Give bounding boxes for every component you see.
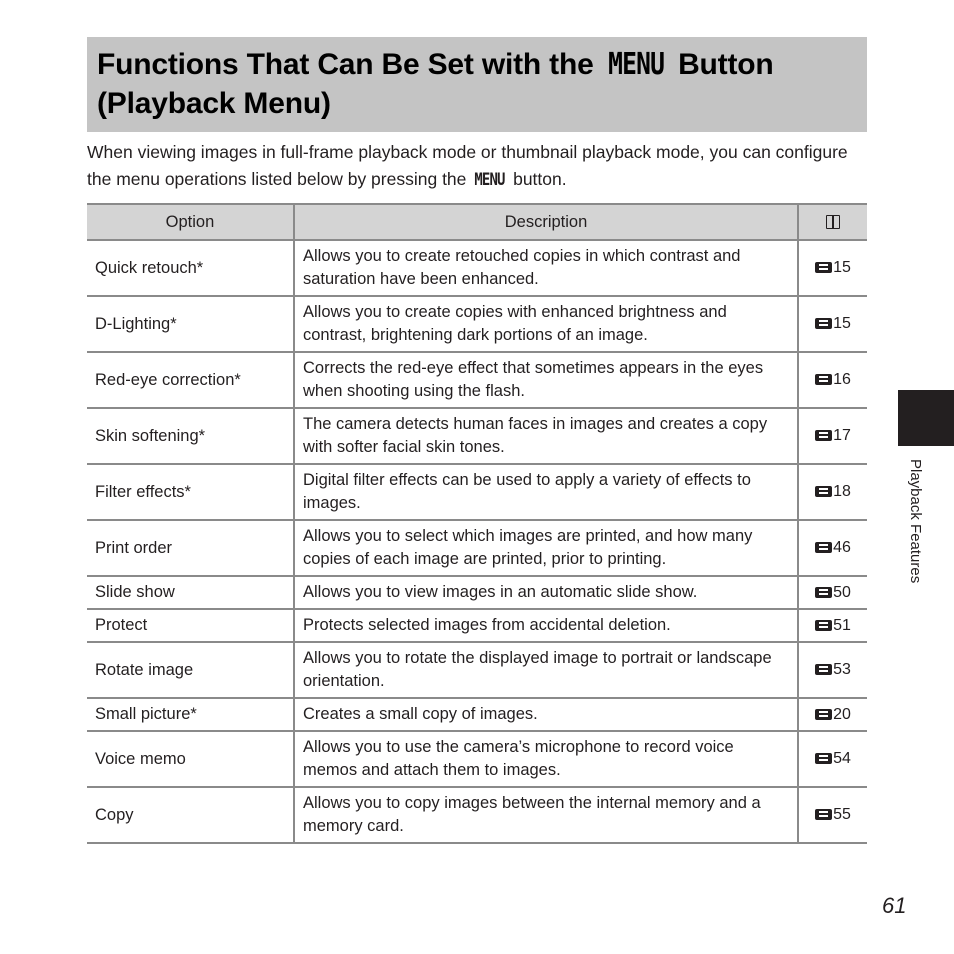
reference-cell xyxy=(798,408,867,464)
reference-cell xyxy=(798,464,867,520)
table-row xyxy=(87,698,867,731)
reference-page: 46 xyxy=(833,539,851,556)
intro-text-after: button. xyxy=(508,169,567,189)
description-cell: Allows you to rotate the displayed image to portrait or landscape orientation. xyxy=(294,642,798,698)
reference-section-icon xyxy=(815,753,832,764)
reference-cell xyxy=(798,240,867,296)
description-cell: Corrects the red-eye effect that sometimes appears in the eyes when shooting using the flash. xyxy=(294,352,798,408)
section-side-label-text: Playback Features xyxy=(907,459,924,584)
description-cell: Allows you to copy images between the internal memory and a memory card. xyxy=(294,787,798,843)
page-title-banner xyxy=(87,37,867,132)
reference-page: 16 xyxy=(833,371,851,388)
page-title-part1: Functions That Can Be Set with the xyxy=(97,48,602,81)
option-cell: Voice memo xyxy=(87,731,294,787)
option-cell: Filter effects* xyxy=(87,464,294,520)
reference-page: 50 xyxy=(833,583,851,601)
description-cell: Allows you to create retouched copies in which contrast and saturation have been enhanced. xyxy=(294,240,798,296)
reference-cell xyxy=(798,576,867,609)
table-row xyxy=(87,787,867,843)
reference-section-icon xyxy=(815,620,832,631)
column-header-option: Option xyxy=(87,204,294,240)
option-cell: Red-eye correction* xyxy=(87,352,294,408)
reference-page: 17 xyxy=(833,427,851,444)
reference-section-icon xyxy=(815,262,832,273)
section-tab-marker xyxy=(898,390,954,446)
reference-page: 18 xyxy=(833,483,851,500)
reference-section-icon xyxy=(815,542,832,553)
reference-page: 15 xyxy=(833,259,851,276)
section-side-label xyxy=(902,459,932,609)
table-row xyxy=(87,352,867,408)
reference-page: 20 xyxy=(833,705,851,723)
page-title-part2: Button (Playback Menu) xyxy=(97,48,774,120)
reference-cell xyxy=(798,642,867,698)
reference-page: 54 xyxy=(833,750,851,767)
option-cell: Protect xyxy=(87,609,294,642)
column-header-description: Description xyxy=(294,204,798,240)
reference-page: 51 xyxy=(833,616,851,634)
reference-section-icon xyxy=(815,430,832,441)
description-cell: Allows you to create copies with enhanced brightness and contrast, brightening dark portions of an image. xyxy=(294,296,798,352)
reference-section-icon xyxy=(815,587,832,598)
menu-button-glyph-inline: MENU xyxy=(474,170,505,190)
reference-section-icon xyxy=(815,709,832,720)
reference-section-icon xyxy=(815,809,832,820)
description-cell: Allows you to view images in an automatic slide show. xyxy=(294,576,798,609)
table-row xyxy=(87,464,867,520)
table-row xyxy=(87,296,867,352)
table-row xyxy=(87,240,867,296)
table-row xyxy=(87,609,867,642)
reference-cell xyxy=(798,698,867,731)
reference-cell xyxy=(798,296,867,352)
reference-cell xyxy=(798,787,867,843)
table-row xyxy=(87,642,867,698)
table-row xyxy=(87,520,867,576)
description-cell: Allows you to use the camera’s microphone to record voice memos and attach them to images. xyxy=(294,731,798,787)
option-cell: Small picture* xyxy=(87,698,294,731)
reference-section-icon xyxy=(815,486,832,497)
table-row xyxy=(87,576,867,609)
menu-button-glyph: MENU xyxy=(607,47,664,82)
description-cell: Protects selected images from accidental deletion. xyxy=(294,609,798,642)
reference-section-icon xyxy=(815,374,832,385)
reference-page: 15 xyxy=(833,315,851,332)
reference-cell xyxy=(798,520,867,576)
intro-paragraph xyxy=(87,139,867,194)
book-icon xyxy=(826,215,840,229)
description-cell: Digital filter effects can be used to apply a variety of effects to images. xyxy=(294,464,798,520)
option-cell: Copy xyxy=(87,787,294,843)
description-cell: Allows you to select which images are printed, and how many copies of each image are printed, prior to printing. xyxy=(294,520,798,576)
option-cell: Skin softening* xyxy=(87,408,294,464)
playback-menu-table xyxy=(87,203,867,844)
reference-page: 55 xyxy=(833,806,851,823)
intro-text-before: When viewing images in full-frame playback mode or thumbnail playback mode, you can configure the menu operations listed below by pressing the xyxy=(87,142,848,189)
option-cell: Quick retouch* xyxy=(87,240,294,296)
reference-cell xyxy=(798,352,867,408)
reference-cell xyxy=(798,609,867,642)
page-title xyxy=(97,45,857,123)
page-number: 61 xyxy=(882,893,907,918)
table-header-row xyxy=(87,204,867,240)
option-cell: Print order xyxy=(87,520,294,576)
option-cell: Rotate image xyxy=(87,642,294,698)
description-cell: The camera detects human faces in images and creates a copy with softer facial skin tones. xyxy=(294,408,798,464)
reference-page: 53 xyxy=(833,661,851,678)
table-row xyxy=(87,408,867,464)
option-cell: Slide show xyxy=(87,576,294,609)
description-cell: Creates a small copy of images. xyxy=(294,698,798,731)
reference-section-icon xyxy=(815,664,832,675)
reference-section-icon xyxy=(815,318,832,329)
reference-cell xyxy=(798,731,867,787)
column-header-reference xyxy=(798,204,867,240)
option-cell: D-Lighting* xyxy=(87,296,294,352)
table-row xyxy=(87,731,867,787)
